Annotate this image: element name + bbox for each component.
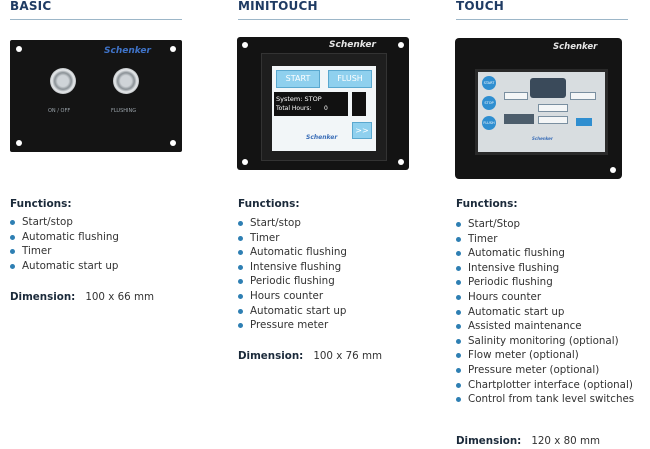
bullet-icon <box>238 250 243 255</box>
screw-icon <box>242 42 248 48</box>
hours-value: 0 <box>324 105 328 112</box>
list-item: Start/Stop <box>456 217 634 232</box>
touch-screen <box>475 69 608 155</box>
list-item: Assisted maintenance <box>456 319 634 334</box>
list-item: Automatic flushing <box>456 246 634 261</box>
list-item: Chartplotter interface (optional) <box>456 378 634 393</box>
bullet-icon <box>456 368 461 373</box>
stop-button: STOP <box>482 96 496 110</box>
minitouch-panel-image <box>237 37 409 170</box>
list-item: Automatic flushing <box>238 245 347 260</box>
list-item: Automatic start up <box>238 304 347 319</box>
panel-brand-logo: Schenker <box>329 40 376 50</box>
basic-panel-image <box>10 40 182 152</box>
bullet-icon <box>238 265 243 270</box>
list-item: Salinity monitoring (optional) <box>456 334 634 349</box>
list-item: Hours counter <box>456 290 634 305</box>
bullet-icon <box>238 279 243 284</box>
heading-rule <box>456 19 628 20</box>
bullet-icon <box>456 324 461 329</box>
list-item: Start/stop <box>10 215 119 230</box>
panel-brand-logo: Schenker <box>104 46 151 56</box>
bullet-icon <box>238 309 243 314</box>
onoff-label: ON / OFF <box>48 108 71 114</box>
display-field <box>538 104 568 112</box>
bullet-icon <box>456 397 461 402</box>
bullet-icon <box>10 220 15 225</box>
dimension-touch: Dimension: 120 x 80 mm <box>456 435 601 447</box>
bullet-icon <box>456 266 461 271</box>
start-button: START <box>276 70 320 88</box>
bullet-icon <box>10 264 15 269</box>
list-item: Timer <box>456 232 634 247</box>
dimension-minitouch: Dimension: 100 x 76 mm <box>238 350 383 362</box>
touch-panel-image <box>455 38 622 179</box>
bullet-icon <box>456 280 461 285</box>
list-item: Automatic start up <box>10 259 119 274</box>
filter-graphic <box>504 114 534 124</box>
list-item: Flow meter (optional) <box>456 348 634 363</box>
screw-icon <box>16 46 22 52</box>
dimension-basic: Dimension: 100 x 66 mm <box>10 291 155 303</box>
hours-label: Total Hours: <box>276 105 312 112</box>
heading-touch: TOUCH <box>456 0 504 13</box>
screw-icon <box>398 42 404 48</box>
start-button: START <box>482 76 496 90</box>
flushing-label: FLUSHING <box>111 108 137 114</box>
functions-list-minitouch <box>238 216 347 333</box>
watermaker-graphic <box>530 78 566 98</box>
screw-icon <box>398 159 404 165</box>
bullet-icon <box>238 323 243 328</box>
display-field <box>538 116 568 124</box>
display-field <box>570 92 596 100</box>
list-item: Start/stop <box>238 216 347 231</box>
screen-brand-logo: Schenker <box>306 134 338 141</box>
pressure-gauge <box>352 92 366 116</box>
functions-title: Functions: <box>456 198 518 210</box>
bullet-icon <box>456 295 461 300</box>
list-item: Pressure meter <box>238 318 347 333</box>
list-item: Hours counter <box>238 289 347 304</box>
panel-brand-logo: Schenker <box>553 42 598 52</box>
heading-rule <box>10 19 182 20</box>
screw-icon <box>170 46 176 52</box>
menu-button <box>576 118 592 126</box>
list-item: Periodic flushing <box>456 275 634 290</box>
bullet-icon <box>10 249 15 254</box>
bullet-icon <box>456 383 461 388</box>
screw-icon <box>242 159 248 165</box>
functions-title: Functions: <box>10 198 72 210</box>
functions-title: Functions: <box>238 198 300 210</box>
display-field <box>504 92 528 100</box>
heading-rule <box>238 19 410 20</box>
system-status: System: STOP <box>276 95 322 103</box>
minitouch-screen <box>261 53 387 161</box>
next-button: >> <box>352 122 372 139</box>
list-item: Timer <box>238 231 347 246</box>
list-item: Intensive flushing <box>238 260 347 275</box>
list-item: Automatic flushing <box>10 230 119 245</box>
flush-button: FLUSH <box>328 70 372 88</box>
bullet-icon <box>456 310 461 315</box>
bullet-icon <box>456 251 461 256</box>
screw-icon <box>610 167 616 173</box>
bullet-icon <box>456 339 461 344</box>
screen-brand-logo: Schenker <box>532 136 553 141</box>
functions-list-touch <box>456 217 634 407</box>
heading-basic: BASIC <box>10 0 52 13</box>
flush-button: FLUSH <box>482 116 496 130</box>
bullet-icon <box>238 221 243 226</box>
bullet-icon <box>10 235 15 240</box>
list-item: Periodic flushing <box>238 274 347 289</box>
bullet-icon <box>456 222 461 227</box>
list-item: Timer <box>10 244 119 259</box>
screw-icon <box>170 140 176 146</box>
onoff-button-icon <box>50 68 76 94</box>
bullet-icon <box>238 236 243 241</box>
functions-list-basic <box>10 215 119 273</box>
screw-icon <box>16 140 22 146</box>
bullet-icon <box>456 237 461 242</box>
list-item: Intensive flushing <box>456 261 634 276</box>
bullet-icon <box>456 353 461 358</box>
bullet-icon <box>238 294 243 299</box>
list-item: Automatic start up <box>456 305 634 320</box>
list-item: Control from tank level switches <box>456 392 634 407</box>
list-item: Pressure meter (optional) <box>456 363 634 378</box>
heading-minitouch: MINITOUCH <box>238 0 318 13</box>
flushing-button-icon <box>113 68 139 94</box>
